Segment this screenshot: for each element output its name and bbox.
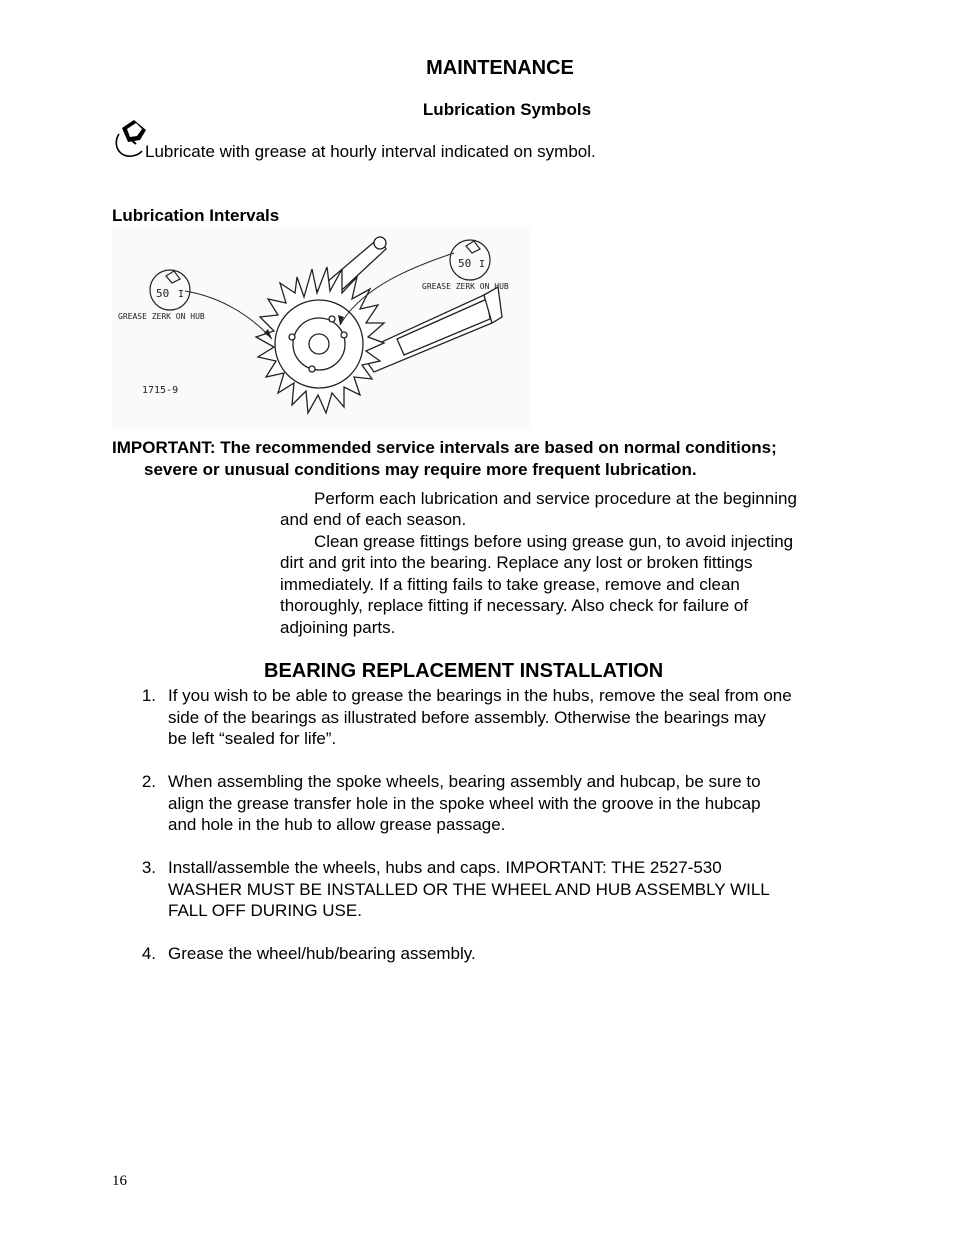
list-item-line: If you wish to be able to grease the bearings in the hubs, remove the seal from one: [168, 686, 792, 705]
para2-line3: immediately. If a fitting fails to take grease, remove and clean: [280, 575, 740, 594]
list-item-line: WASHER MUST BE INSTALLED OR THE WHEEL AND HUB ASSEMBLY WILL: [168, 879, 770, 899]
list-item-line: Grease the wheel/hub/bearing assembly.: [168, 944, 476, 963]
list-item-line: Install/assemble the wheels, hubs and caps. IMPORTANT: THE 2527-530: [168, 858, 722, 877]
list-item-text: [168, 771, 858, 836]
list-item-text: [168, 857, 858, 922]
para2-line2: dirt and grit into the bearing. Replace any lost or broken fittings: [280, 553, 753, 572]
list-item-text: [168, 943, 858, 965]
para2-line4: thoroughly, replace fitting if necessary. Also check for failure of: [280, 596, 749, 615]
figure-number: 1715-9: [142, 385, 179, 396]
important-note-line2: severe or unusual conditions may require more frequent lubrication.: [144, 460, 697, 479]
list-item-line: When assembling the spoke wheels, bearing assembly and hubcap, be sure to: [168, 772, 761, 791]
callout-right: GREASE ZERK ON HUB: [422, 282, 509, 291]
interval-left: 50: [156, 287, 170, 300]
page-number: 16: [112, 1173, 127, 1189]
page-title: MAINTENANCE: [426, 57, 574, 79]
list-item-line: align the grease transfer hole in the spoke wheel with the groove in the hubcap: [168, 793, 761, 813]
list-item-line: FALL OFF DURING USE.: [168, 901, 362, 921]
list-item-line: be left “sealed for life”.: [168, 729, 337, 749]
list-item-line: side of the bearings as illustrated before assembly. Otherwise the bearings may: [168, 707, 766, 727]
svg-text:I: I: [479, 259, 486, 270]
list-item-number: 1.: [141, 686, 156, 705]
list-item-text: [168, 685, 858, 750]
symbol-caption: Lubricate with grease at hourly interval indicated on symbol.: [145, 142, 596, 161]
important-note-line1: IMPORTANT: The recommended service intervals are based on normal conditions;: [112, 438, 777, 457]
list-item-number: 4.: [141, 944, 156, 963]
lubrication-symbols-heading: Lubrication Symbols: [422, 100, 592, 119]
interval-right: 50: [458, 257, 472, 270]
callout-left: GREASE ZERK ON HUB: [118, 312, 205, 321]
para1-line2: and end of each season.: [280, 510, 467, 529]
bearing-heading: BEARING REPLACEMENT INSTALLATION: [264, 660, 664, 682]
grease-gun-icon: [110, 118, 150, 160]
svg-text:I: I: [178, 289, 185, 300]
list-item-line: and hole in the hub to allow grease passage.: [168, 815, 506, 835]
list-item-number: 3.: [141, 858, 156, 877]
list-item-number: 2.: [141, 772, 156, 791]
hub-lubrication-figure: [112, 227, 530, 429]
para2-line1: Clean grease fittings before using grease gun, to avoid injecting: [314, 532, 794, 551]
lubrication-intervals-heading: Lubrication Intervals: [112, 206, 280, 225]
para1-line1: Perform each lubrication and service procedure at the beginning: [314, 489, 797, 508]
para2-line5: adjoining parts.: [280, 618, 396, 637]
